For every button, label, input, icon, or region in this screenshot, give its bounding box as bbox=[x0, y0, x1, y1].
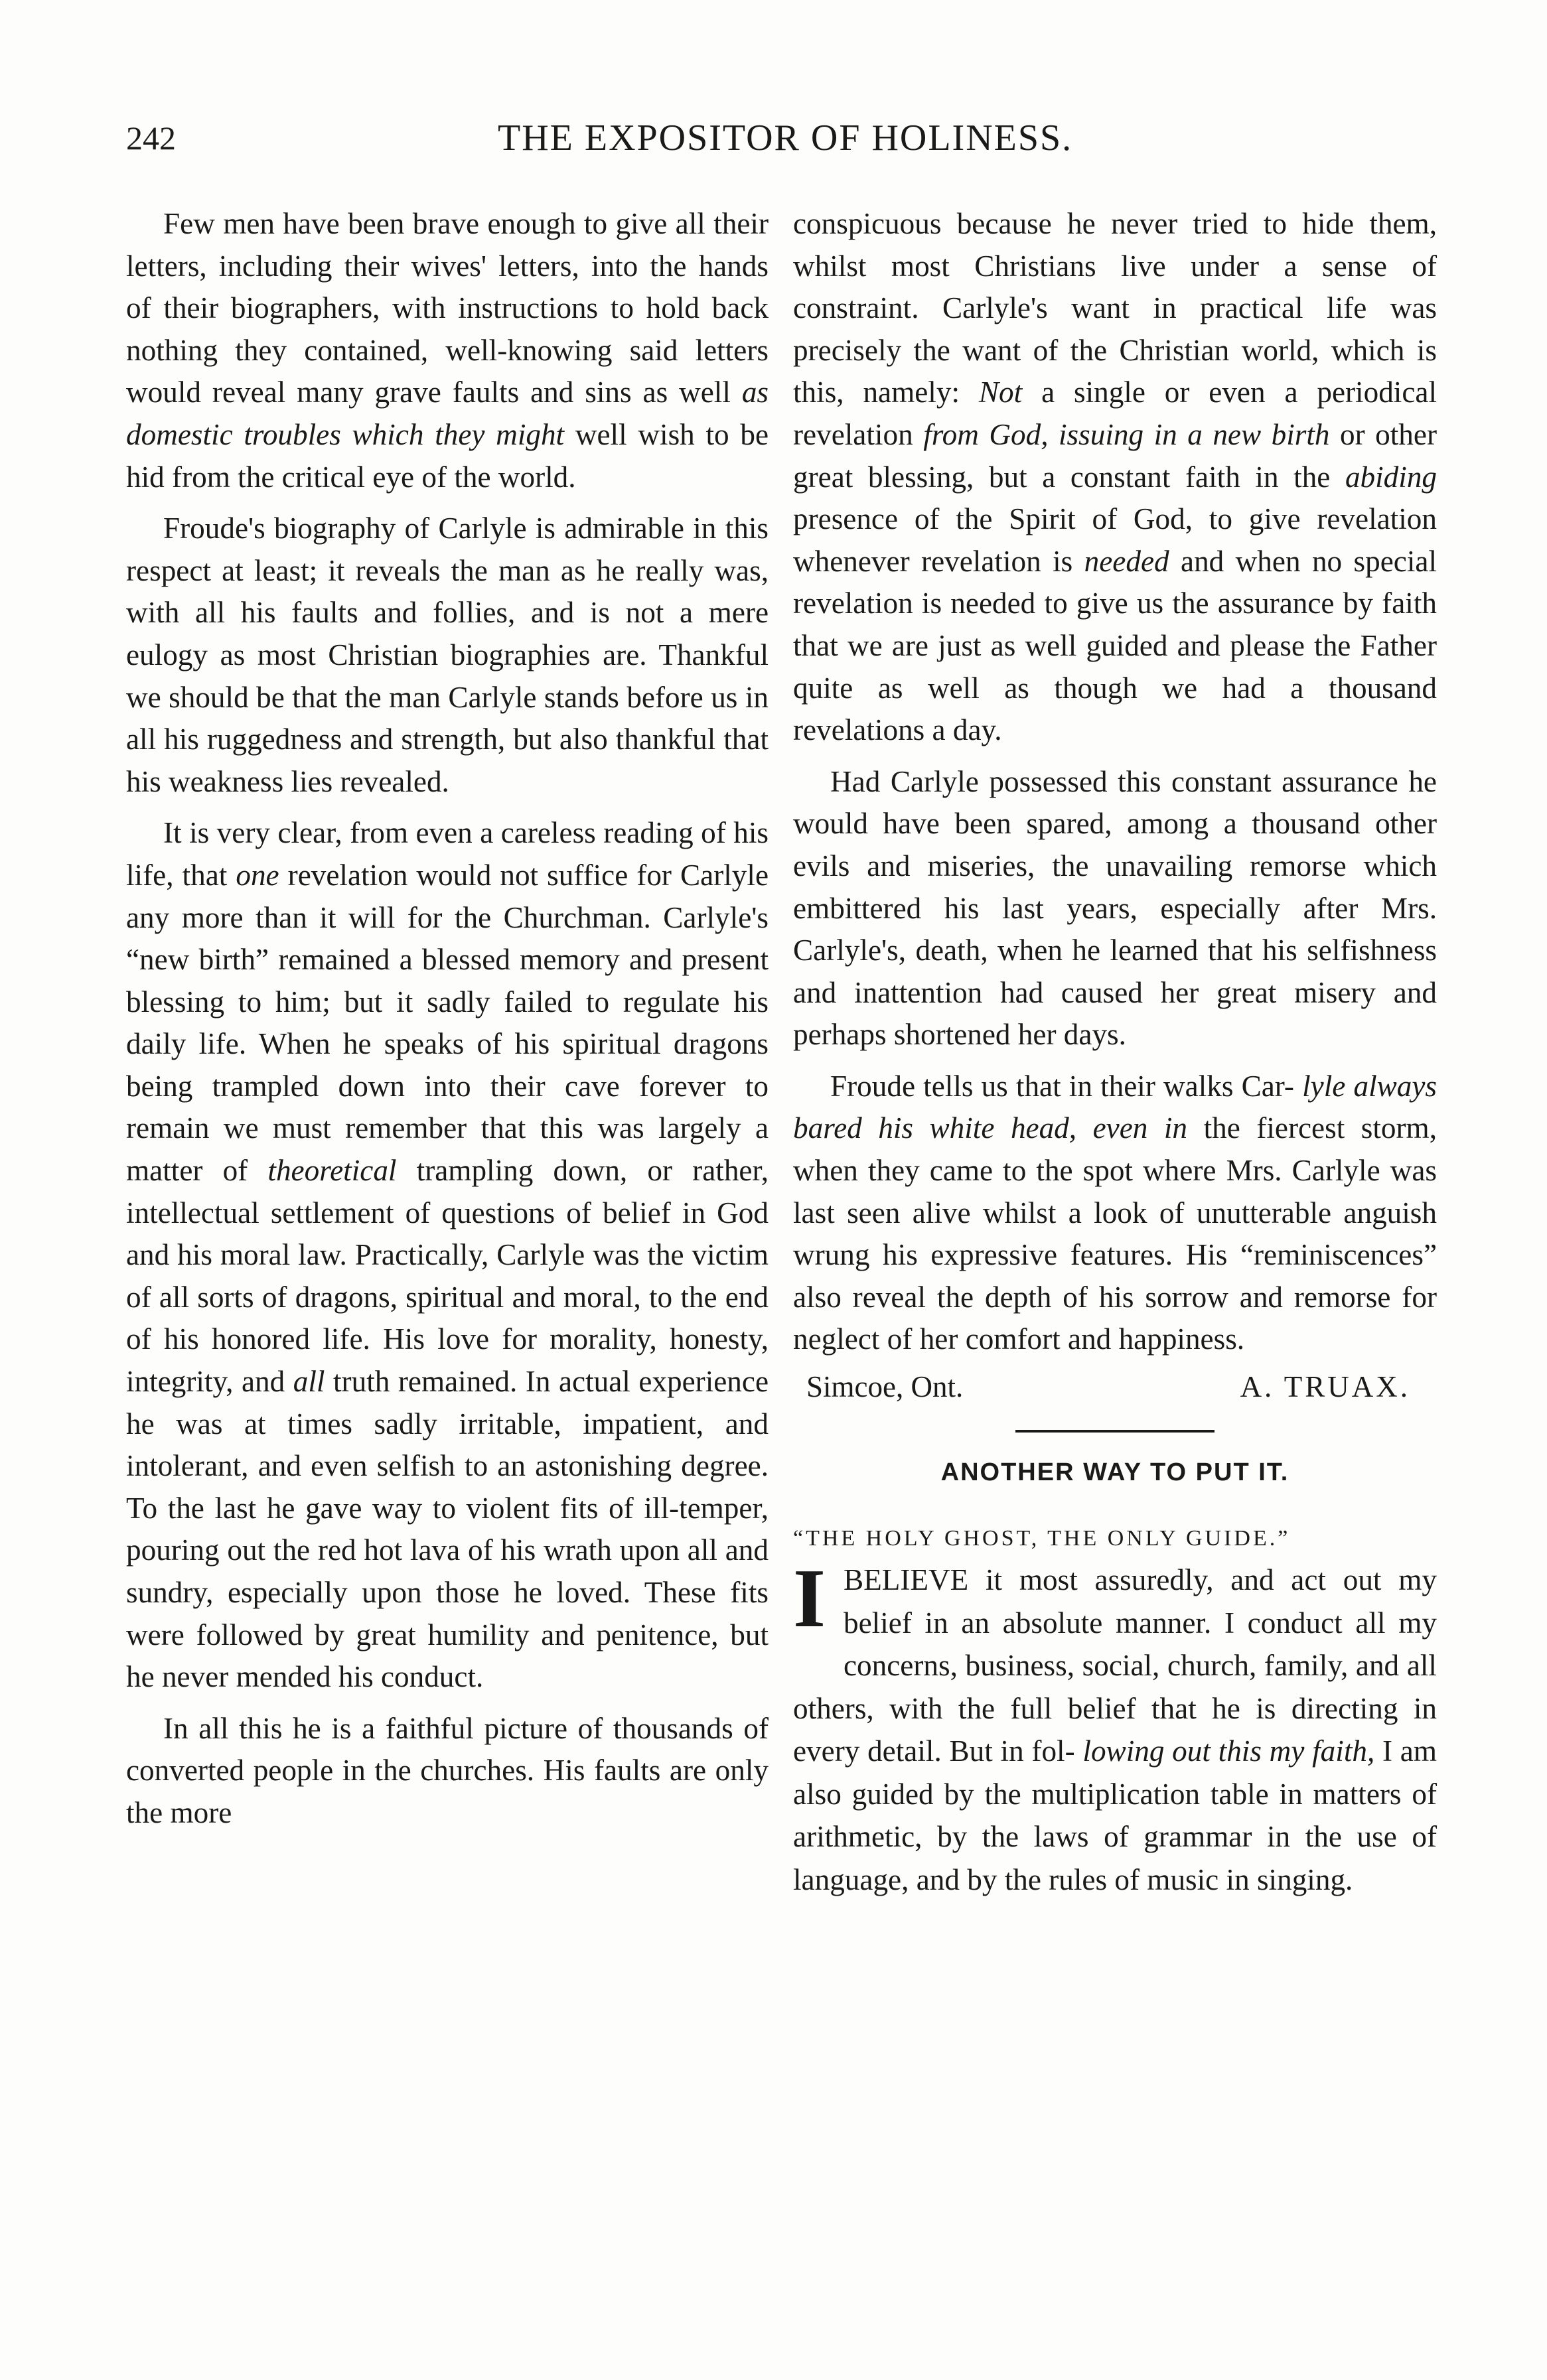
italic-run: lyle always bared his white head, even in bbox=[793, 1069, 1437, 1145]
italic-run: abiding bbox=[1345, 460, 1437, 494]
article-body bbox=[793, 1553, 1437, 1901]
text-run: I am also guided by the multiplication table in matters of arithmetic, by the laws of grammar in the use of language, and by the rules of music in singing. bbox=[793, 1734, 1437, 1896]
page-number: 242 bbox=[126, 119, 176, 157]
text-run: the fiercest storm, when they came to the spot where Mrs. Carlyle was last seen alive whilst a look of unutterable anguish wrung his expressive features. His “reminiscences” also reveal the depth of his sorrow and remorse for neglect of her comfort and happiness. bbox=[793, 1111, 1437, 1356]
paragraph-faithful-picture: In all this he is a faithful picture of thousands of converted people in the churches. His faults are only the more bbox=[126, 1711, 769, 1829]
text-run: well wish to be hid from the critical eye of the world. bbox=[126, 417, 769, 494]
text-run: trampling down, or rather, intellectual settlement of questions of belief in God and his moral law. Practically, Carlyle was the victim of all sorts of dragons, spiritual and moral, to the end of his honored life. His love for morality, honesty, integrity, and bbox=[126, 1154, 769, 1399]
signature bbox=[793, 1366, 1437, 1407]
right-column bbox=[793, 203, 1437, 1901]
text-run: revelation would not suffice for Carlyle any more than it will for the Churchman. Carlyle's “new birth” remained a blessed memory and present blessing to him; but it sadly failed to regulate his daily life. When he speaks of his spiritual dragons being trampled down into their cave forever to remain we must remember that this was largely a matter of bbox=[126, 858, 769, 1188]
italic-run: theoretical bbox=[267, 1154, 397, 1188]
paragraph-letters bbox=[126, 203, 769, 498]
italic-run: as domestic troubles which they might bbox=[126, 376, 769, 451]
signature-name: A. TRUAX. bbox=[1240, 1370, 1410, 1404]
text-run: Few men have been brave enough to give all their letters, including their wives' letters, into the hands of their biographers, with instructions to hold back nothing they contained, well-knowing said letters would reveal many grave faults and sins as well bbox=[126, 207, 769, 409]
section-divider bbox=[1015, 1430, 1215, 1433]
drop-cap: I bbox=[793, 1553, 826, 1645]
text-run: It is very clear, from even a careless reading of his life, that bbox=[126, 816, 769, 892]
paragraph-froude-biography: Froude's biography of Carlyle is admirable in this respect at least; it reveals the man as he really was, with all his faults and follies, and is not a mere eulogy as most Christian biographies are. Thankful we should be that the man Carlyle stands before us in all his ruggedness and strength, but also thankful that his weakness lies revealed. bbox=[126, 512, 769, 798]
text-run: BELIEVE it most assuredly, and act out my belief in an absolute manner. I conduct all my concerns, business, social, church, family, and all others, with the full belief that he is directing in every detail. But in fol- bbox=[793, 1563, 1437, 1768]
paragraph-assurance: Had Carlyle possessed this constant assurance he would have been spared, among a thousand other evils and miseries, the unavailing remorse which embittered his last years, especially after Mrs. Carlyle's, death, when he learned that his selfishness and inattention had caused her great misery and perhaps shortened her days. bbox=[793, 764, 1437, 1052]
text-run: Froude tells us that in their walks Car- bbox=[830, 1069, 1294, 1103]
italic-run: needed bbox=[1084, 544, 1169, 578]
text-run: conspicuous because he never tried to hide them, whilst most Christians live under a sense of constraint. Carlyle's want in practical life was precisely the want of the Christian world, which is this, namely: bbox=[793, 207, 1437, 409]
section-title: ANOTHER WAY TO PUT IT. bbox=[940, 1458, 1289, 1487]
text-run: truth remained. In actual experience he was at times sadly irritable, impatient, and intolerant, and even selfish to an astonishing degree. To the last he gave way to violent fits of ill-temper, pouring out the red hot lava of his wrath upon all and sundry, especially upon those he loved. These fits were followed by great humility and penitence, but he never mended his conduct. bbox=[126, 1365, 769, 1694]
italic-run: all bbox=[293, 1365, 325, 1399]
signature-place: Simcoe, Ont. bbox=[806, 1370, 964, 1404]
left-column bbox=[126, 203, 769, 1844]
italic-run: one bbox=[236, 858, 279, 892]
epigraph-quote: “THE HOLY GHOST, THE ONLY GUIDE.” bbox=[793, 1526, 1291, 1551]
text-run: or other great blessing, but a constant faith in the bbox=[793, 417, 1437, 494]
running-title: THE EXPOSITOR OF HOLINESS. bbox=[498, 117, 1073, 159]
italic-run: lowing out this my faith, bbox=[1082, 1734, 1375, 1768]
italic-run: Not bbox=[978, 376, 1023, 409]
text-run: and when no special revelation is needed to give us the assurance by faith that we are just as well guided and please the Father quite as well as though we had a thousand revelations a day. bbox=[793, 544, 1437, 747]
text-run: presence of the Spirit of God, to give revelation whenever revelation is bbox=[793, 502, 1437, 578]
paragraph-revelation bbox=[126, 812, 769, 1698]
text-run: a single or even a periodical revelation bbox=[793, 376, 1437, 451]
paragraph-walks bbox=[793, 1066, 1437, 1361]
italic-run: from God, issuing in a new birth bbox=[923, 417, 1330, 451]
paragraph-continuation bbox=[793, 203, 1437, 752]
page-header bbox=[126, 118, 1427, 171]
